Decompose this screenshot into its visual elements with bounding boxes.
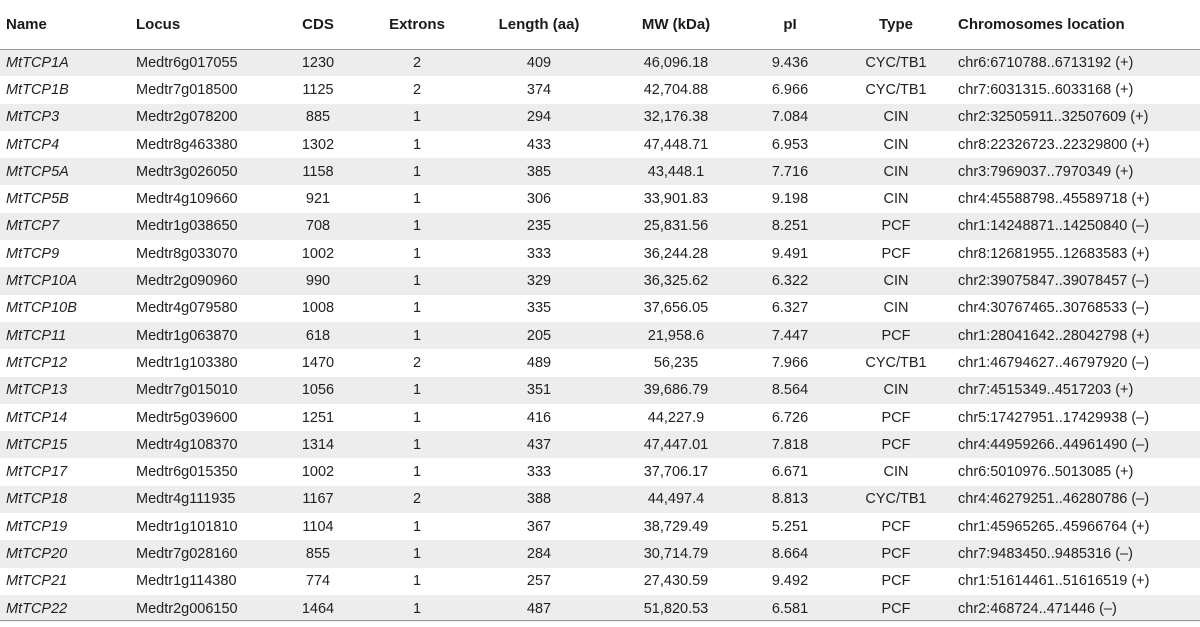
cell-pi: 6.953 [771,136,809,153]
table-row [0,349,1200,376]
cell-locus: Medtr1g103380 [136,354,238,371]
cell-length: 409 [526,54,552,71]
cell-pi: 6.327 [771,300,809,317]
cell-pi: 7.716 [771,163,809,180]
cell-length: 333 [526,245,552,262]
cell-extrons: 1 [412,600,422,617]
header-extrons: Extrons [362,0,472,49]
table-row [0,486,1200,513]
cell-pi: 7.966 [771,354,809,371]
cell-length: 489 [526,354,552,371]
cell-type: CIN [883,109,909,126]
table-row [0,267,1200,294]
header-row [0,0,1200,49]
cell-length: 367 [526,518,552,535]
cell-mw: 37,706.17 [643,464,709,481]
cell-length: 385 [526,163,552,180]
cell-type: CYC/TB1 [865,54,927,71]
cell-pi: 8.664 [771,545,809,562]
cell-pi: 6.966 [771,81,809,98]
cell-locus: Medtr8g033070 [136,245,238,262]
cell-length: 294 [526,109,552,126]
cell-chromosome-location: chr2:32505911..32507609 (+) [958,109,1149,126]
cell-name: MtTCP12 [6,354,68,371]
header-cds: CDS [274,0,362,49]
cell-length: 235 [526,218,552,235]
cell-pi: 5.251 [771,518,809,535]
table-row [0,76,1200,103]
cell-extrons: 1 [412,109,422,126]
table-row [0,568,1200,595]
table-row [0,131,1200,158]
cell-pi: 7.084 [771,109,809,126]
cell-locus: Medtr4g079580 [136,300,238,317]
cell-length: 388 [526,491,552,508]
cell-chromosome-location: chr2:39075847..39078457 (–) [958,273,1150,290]
cell-extrons: 2 [412,491,422,508]
cell-mw: 32,176.38 [643,109,709,126]
cell-mw: 51,820.53 [643,600,709,617]
cell-chromosome-location: chr7:9483450..9485316 (–) [958,545,1133,562]
header-name: Name [0,0,136,49]
cell-pi: 9.198 [771,191,809,208]
cell-length: 333 [526,464,552,481]
cell-length: 437 [526,436,552,453]
cell-mw: 33,901.83 [643,191,709,208]
cell-extrons: 1 [412,518,422,535]
cell-extrons: 1 [412,327,422,344]
cell-name: MtTCP20 [6,545,68,562]
cell-mw: 21,958.6 [647,327,705,344]
cell-mw: 56,235 [653,354,699,371]
cell-cds: 921 [305,191,331,208]
cell-type: PCF [881,245,911,262]
cell-locus: Medtr1g038650 [136,218,238,235]
cell-extrons: 1 [412,273,422,290]
cell-extrons: 1 [412,382,422,399]
cell-pi: 9.436 [771,54,809,71]
cell-extrons: 2 [412,81,422,98]
table-row [0,458,1200,485]
cell-name: MtTCP11 [6,327,67,344]
cell-type: CIN [883,464,909,481]
table-row [0,431,1200,458]
table-header [0,0,1200,49]
cell-cds: 1167 [302,491,334,508]
cell-cds: 1056 [301,382,335,399]
cell-extrons: 1 [412,545,422,562]
cell-type: PCF [881,545,911,562]
table-row [0,213,1200,240]
cell-chromosome-location: chr1:45965265..45966764 (+) [958,518,1150,535]
cell-chromosome-location: chr2:468724..471446 (–) [958,600,1117,617]
cell-name: MtTCP5A [6,163,69,180]
cell-chromosome-location: chr4:45588798..45589718 (+) [958,191,1150,208]
cell-chromosome-location: chr7:4515349..4517203 (+) [958,382,1134,399]
cell-type: PCF [881,327,911,344]
cell-pi: 8.564 [771,382,809,399]
cell-chromosome-location: chr1:28041642..28042798 (+) [958,327,1150,344]
table-row [0,104,1200,131]
cell-type: CIN [883,163,909,180]
header-pi: pI [746,0,834,49]
cell-pi: 7.818 [771,436,809,453]
cell-chromosome-location: chr7:6031315..6033168 (+) [958,81,1134,98]
table-row [0,158,1200,185]
cell-locus: Medtr1g063870 [136,327,238,344]
cell-name: MtTCP7 [6,218,60,235]
cell-chromosome-location: chr4:46279251..46280786 (–) [958,491,1150,508]
cell-locus: Medtr7g018500 [136,81,238,98]
cell-cds: 1251 [301,409,335,426]
cell-type: PCF [881,518,911,535]
cell-cds: 1002 [301,245,335,262]
cell-pi: 6.581 [771,600,809,617]
cell-cds: 1008 [301,300,335,317]
table-row [0,377,1200,404]
cell-cds: 708 [305,218,331,235]
cell-chromosome-location: chr1:46794627..46797920 (–) [958,354,1150,371]
cell-type: CIN [883,300,909,317]
cell-mw: 30,714.79 [643,545,709,562]
cell-cds: 1125 [302,81,334,98]
cell-type: CIN [883,382,909,399]
cell-chromosome-location: chr3:7969037..7970349 (+) [958,163,1134,180]
cell-cds: 855 [305,545,331,562]
header-length: Length (aa) [472,0,606,49]
cell-mw: 44,497.4 [647,491,705,508]
cell-mw: 38,729.49 [643,518,709,535]
header-mw: MW (kDa) [606,0,746,49]
cell-mw: 46,096.18 [643,54,709,71]
table-row [0,540,1200,567]
cell-type: CYC/TB1 [865,491,927,508]
cell-cds: 1470 [301,354,335,371]
cell-type: CYC/TB1 [865,81,927,98]
cell-mw: 36,244.28 [643,245,709,262]
cell-mw: 37,656.05 [643,300,709,317]
cell-length: 306 [526,191,552,208]
header-locus: Locus [136,0,274,49]
cell-chromosome-location: chr4:30767465..30768533 (–) [958,300,1150,317]
cell-name: MtTCP21 [6,573,68,590]
cell-extrons: 1 [412,436,422,453]
cell-name: MtTCP15 [6,436,68,453]
cell-extrons: 1 [412,409,422,426]
cell-mw: 27,430.59 [643,573,709,590]
cell-type: PCF [881,409,911,426]
cell-length: 487 [526,600,552,617]
cell-chromosome-location: chr8:22326723..22329800 (+) [958,136,1150,153]
table-row [0,404,1200,431]
cell-locus: Medtr2g078200 [136,109,238,126]
header-chromosome-location: Chromosomes location [958,0,1200,49]
cell-extrons: 1 [412,573,422,590]
cell-locus: Medtr8g463380 [136,136,238,153]
cell-locus: Medtr1g114380 [136,573,237,590]
cell-cds: 1002 [301,464,335,481]
cell-name: MtTCP9 [6,245,60,262]
cell-length: 257 [526,573,552,590]
cell-pi: 9.491 [771,245,809,262]
cell-chromosome-location: chr5:17427951..17429938 (–) [958,409,1150,426]
table-row [0,295,1200,322]
cell-chromosome-location: chr1:14248871..14250840 (–) [958,218,1150,235]
cell-pi: 8.813 [771,491,809,508]
cell-cds: 1464 [301,600,335,617]
cell-extrons: 2 [412,354,422,371]
table-body [0,49,1200,622]
cell-name: MtTCP14 [6,409,68,426]
cell-name: MtTCP10B [6,300,77,317]
cell-pi: 8.251 [771,218,809,235]
cell-locus: Medtr2g006150 [136,600,238,617]
cell-name: MtTCP17 [6,464,68,481]
cell-name: MtTCP1B [6,81,69,98]
cell-locus: Medtr3g026050 [136,163,238,180]
table-row [0,322,1200,349]
cell-mw: 43,448.1 [647,163,705,180]
table-row [0,513,1200,540]
cell-pi: 6.322 [771,273,809,290]
cell-type: PCF [881,600,911,617]
cell-length: 416 [526,409,552,426]
cell-chromosome-location: chr4:44959266..44961490 (–) [958,436,1150,453]
table-row [0,185,1200,212]
cell-extrons: 1 [412,464,422,481]
cell-name: MtTCP13 [6,382,68,399]
cell-name: MtTCP18 [6,491,68,508]
cell-length: 329 [526,273,552,290]
cell-length: 335 [526,300,552,317]
cell-mw: 36,325.62 [643,273,709,290]
cell-length: 433 [526,136,552,153]
cell-cds: 885 [305,109,331,126]
cell-locus: Medtr7g028160 [136,545,238,562]
cell-chromosome-location: chr6:6710788..6713192 (+) [958,54,1134,71]
cell-chromosome-location: chr8:12681955..12683583 (+) [958,245,1150,262]
cell-extrons: 1 [412,191,422,208]
cell-type: CIN [883,273,909,290]
cell-cds: 618 [305,327,331,344]
table-row [0,49,1200,76]
cell-locus: Medtr1g101810 [136,518,238,535]
cell-name: MtTCP10A [6,273,77,290]
cell-chromosome-location: chr1:51614461..51616519 (+) [958,573,1150,590]
cell-extrons: 1 [412,300,422,317]
cell-type: CYC/TB1 [865,354,927,371]
table-row [0,595,1200,622]
cell-locus: Medtr4g109660 [136,191,238,208]
cell-cds: 1302 [301,136,335,153]
cell-extrons: 1 [412,136,422,153]
cell-length: 205 [526,327,552,344]
cell-name: MtTCP4 [6,136,60,153]
cell-type: CIN [883,191,909,208]
cell-cds: 774 [305,573,331,590]
cell-locus: Medtr5g039600 [136,409,238,426]
cell-locus: Medtr6g017055 [136,54,238,71]
cell-name: MtTCP19 [6,518,68,535]
cell-length: 351 [526,382,552,399]
cell-type: PCF [881,573,911,590]
cell-pi: 9.492 [771,573,809,590]
cell-cds: 1314 [301,436,335,453]
cell-length: 374 [526,81,552,98]
cell-name: MtTCP5B [6,191,69,208]
cell-mw: 25,831.56 [643,218,709,235]
cell-mw: 47,448.71 [643,136,709,153]
cell-extrons: 1 [412,245,422,262]
cell-locus: Medtr2g090960 [136,273,238,290]
cell-chromosome-location: chr6:5010976..5013085 (+) [958,464,1134,481]
cell-name: MtTCP1A [6,54,69,71]
table-bottom-rule [0,620,1200,621]
cell-pi: 6.726 [771,409,809,426]
cell-name: MtTCP22 [6,600,68,617]
header-type: Type [834,0,958,49]
cell-extrons: 1 [412,218,422,235]
cell-cds: 990 [305,273,331,290]
cell-name: MtTCP3 [6,109,60,126]
cell-locus: Medtr6g015350 [136,464,238,481]
cell-type: PCF [881,436,911,453]
cell-type: CIN [883,136,909,153]
cell-type: PCF [881,218,911,235]
cell-locus: Medtr4g111935 [136,491,236,508]
cell-extrons: 1 [412,163,422,180]
cell-cds: 1104 [302,518,334,535]
table-row [0,240,1200,267]
cell-locus: Medtr4g108370 [136,436,238,453]
cell-cds: 1230 [301,54,335,71]
cell-locus: Medtr7g015010 [136,382,238,399]
cell-pi: 7.447 [771,327,809,344]
cell-mw: 42,704.88 [643,81,709,98]
cell-cds: 1158 [302,163,334,180]
cell-mw: 47,447.01 [643,436,709,453]
cell-length: 284 [526,545,552,562]
cell-mw: 44,227.9 [647,409,705,426]
cell-mw: 39,686.79 [643,382,709,399]
cell-pi: 6.671 [771,464,809,481]
cell-extrons: 2 [412,54,422,71]
